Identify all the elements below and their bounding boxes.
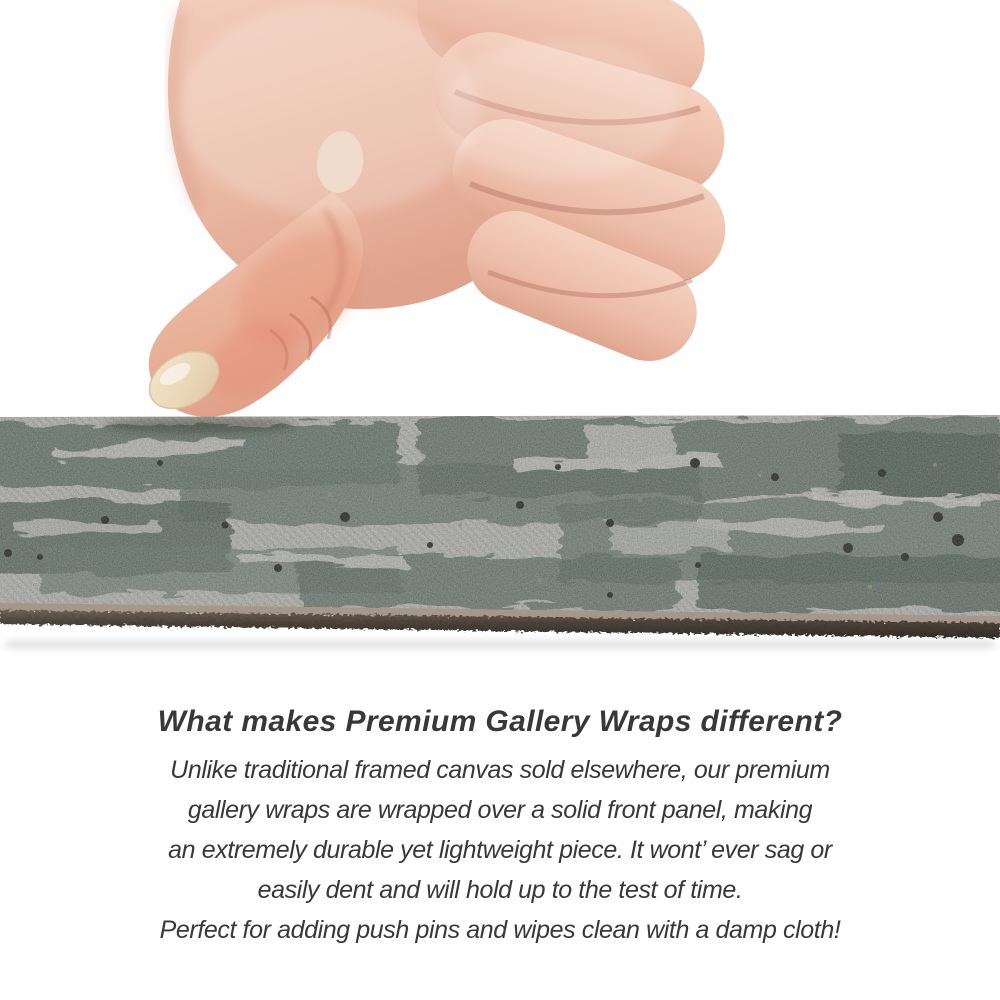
caption-line-3: an extremely durable yet lightweight piece. It wont’ ever sag or bbox=[168, 836, 832, 864]
canvas-strip bbox=[0, 405, 1000, 660]
drop-shadow bbox=[6, 641, 994, 648]
caption-line-5: Perfect for adding push pins and wipes clean with a damp cloth! bbox=[159, 916, 841, 944]
hand-illustration bbox=[0, 0, 1000, 432]
caption-line-1: Unlike traditional framed canvas sold elsewhere, our premium bbox=[170, 756, 830, 784]
hand-photo bbox=[0, 0, 1000, 432]
caption-line-2: gallery wraps are wrapped over a solid front panel, making bbox=[187, 796, 813, 824]
canvas-strip-graphic bbox=[0, 405, 1000, 660]
caption-block bbox=[0, 703, 1000, 950]
caption-heading: What makes Premium Gallery Wraps different? bbox=[157, 705, 843, 738]
caption-line-4: easily dent and will hold up to the test of time. bbox=[257, 876, 743, 904]
canvas-texture bbox=[0, 405, 1000, 625]
